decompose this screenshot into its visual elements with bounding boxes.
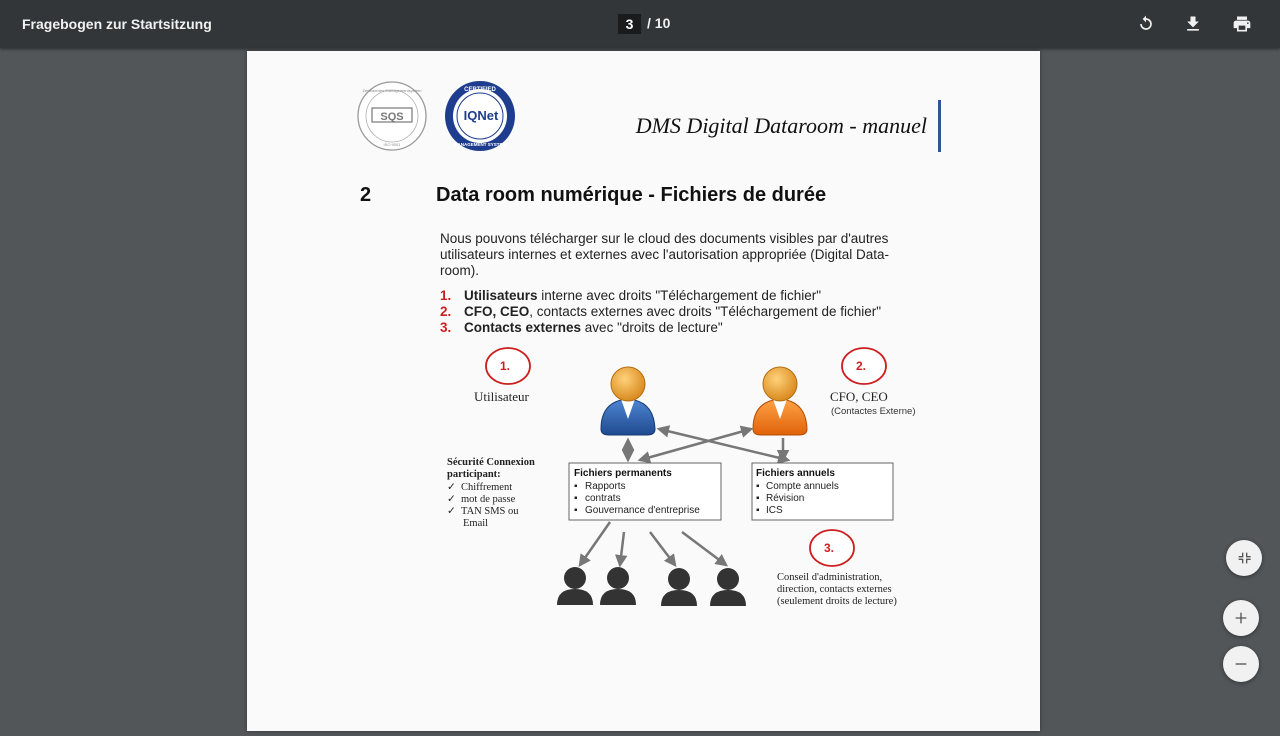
badge-2 (842, 348, 886, 384)
svg-text:▪: ▪ (756, 505, 760, 516)
intro-line: Nous pouvons télécharger sur le cloud des documents visibles par d'autres (440, 231, 889, 246)
list-item (440, 304, 881, 319)
security-title: Sécurité Connexion (447, 457, 535, 468)
svg-text:contrats: contrats (585, 493, 621, 504)
svg-text:2.: 2. (440, 304, 452, 319)
badge-1 (486, 348, 530, 384)
download-icon (1183, 14, 1203, 34)
fit-page-button[interactable] (1226, 540, 1262, 576)
svg-text:1.: 1. (499, 359, 511, 373)
rotate-icon (1136, 14, 1156, 34)
security-title: participant: (447, 469, 501, 480)
svg-text:Chiffrement: Chiffrement (461, 482, 513, 493)
badge-3 (810, 530, 854, 566)
svg-text:1.: 1. (440, 288, 452, 303)
permanent-files-box (569, 463, 721, 520)
svg-text:3.: 3. (440, 320, 452, 335)
svg-text:SQS: SQS (380, 111, 404, 123)
intro-line: room). (440, 263, 480, 278)
page-content (247, 51, 1040, 731)
svg-text:▪: ▪ (756, 493, 760, 504)
pdf-page (247, 51, 1040, 731)
svg-text:CERTIFIED: CERTIFIED (464, 87, 496, 93)
security-list (447, 482, 519, 529)
svg-text:3.: 3. (823, 541, 835, 555)
print-icon (1232, 14, 1252, 34)
svg-text:Fichiers permanents: Fichiers permanents (574, 468, 672, 479)
header-rule (938, 100, 941, 152)
zoom-in-icon (1233, 610, 1249, 626)
svg-text:▪: ▪ (574, 493, 578, 504)
download-button[interactable] (1181, 12, 1205, 36)
board-person-icon (661, 568, 697, 606)
svg-text:Révision: Révision (766, 493, 805, 504)
svg-text:✓: ✓ (447, 506, 456, 517)
list-item (440, 288, 821, 303)
svg-text:Compte annuels: Compte annuels (766, 481, 839, 492)
list-item (440, 320, 723, 335)
board-people-icons (557, 567, 746, 606)
svg-text:Contacts externes avec "droits: Contacts externes avec "droits de lecture" (464, 320, 723, 335)
svg-text:✓: ✓ (447, 494, 456, 505)
total-pages: / 10 (647, 15, 671, 31)
svg-text:2.: 2. (855, 359, 867, 373)
svg-text:ISO 9001: ISO 9001 (383, 142, 401, 147)
svg-text:ICS: ICS (766, 505, 783, 516)
section-title: Data room numérique - Fichiers de durée (436, 184, 827, 206)
annual-files-box (752, 463, 893, 520)
user-label: Utilisateur (474, 389, 529, 404)
intro-line: utilisateurs internes et externes avec l'autorisation appropriée (Digital Data- (440, 247, 890, 262)
document-title: Fragebogen zur Startsitzung (22, 16, 212, 32)
cfo-label: CFO, CEO (830, 389, 888, 404)
header-title: DMS Digital Dataroom - manuel (635, 113, 927, 138)
print-button[interactable] (1230, 12, 1254, 36)
svg-text:MANAGEMENT SYSTEM: MANAGEMENT SYSTEM (453, 142, 507, 147)
cfo-person-icon (753, 367, 807, 435)
board-line: Conseil d'administration, (777, 572, 883, 583)
cfo-sublabel: (Contactes Externe) (831, 406, 916, 417)
zoom-out-icon (1233, 656, 1249, 672)
svg-text:▪: ▪ (574, 505, 578, 516)
svg-text:✓: ✓ (447, 482, 456, 493)
board-person-icon (710, 568, 746, 606)
svg-text:▪: ▪ (574, 481, 578, 492)
current-page-input[interactable]: 3 (618, 14, 641, 34)
section-number: 2 (360, 184, 372, 206)
svg-text:Zertifiziertes Managementsyste: Zertifiziertes Managementsystem (362, 88, 422, 93)
svg-text:Email: Email (463, 518, 489, 529)
board-person-icon (557, 567, 593, 605)
svg-text:Utilisateurs interne avec droi: Utilisateurs interne avec droits "Téléchargement de fichier" (464, 288, 822, 303)
board-line: (seulement droits de lecture) (777, 596, 897, 607)
user-person-icon (601, 367, 655, 435)
rotate-button[interactable] (1134, 12, 1158, 36)
board-line: direction, contacts externes (777, 584, 892, 595)
svg-text:▪: ▪ (756, 481, 760, 492)
svg-text:Rapports: Rapports (585, 481, 626, 492)
svg-text:CFO, CEO, contacts externes av: CFO, CEO, contacts externes avec droits "Téléchargement de fichier" (464, 304, 882, 319)
board-person-icon (600, 567, 636, 605)
svg-text:Fichiers annuels: Fichiers annuels (756, 468, 835, 479)
iqnet-logo (445, 81, 515, 151)
svg-text:IQNet: IQNet (463, 108, 499, 123)
svg-text:mot de passe: mot de passe (461, 494, 516, 505)
svg-text:TAN SMS ou: TAN SMS ou (461, 506, 519, 517)
svg-text:Gouvernance d'entreprise: Gouvernance d'entreprise (585, 505, 700, 516)
sqs-logo (358, 82, 426, 150)
zoom-out-button[interactable] (1223, 646, 1259, 682)
fit-page-icon (1236, 550, 1252, 566)
zoom-in-button[interactable] (1223, 600, 1259, 636)
pdf-toolbar (0, 0, 1280, 48)
